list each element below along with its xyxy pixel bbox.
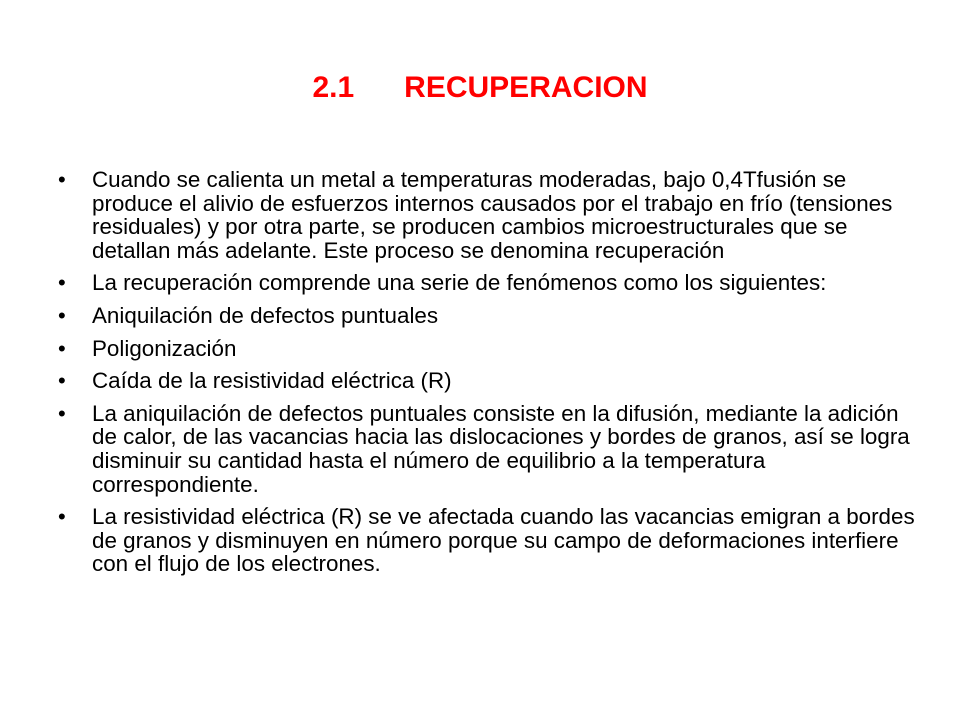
- bullet-marker: •: [58, 335, 66, 361]
- bullet-text: La aniquilación de defectos puntuales consiste en la difusión, mediante la adición de calor, de las vacancias hacia las dislocaciones y bordes de granos, así se logra disminuir su cantidad hasta el número de equilibrio a la temperatura correspondiente.: [92, 400, 910, 497]
- bullet-marker: •: [58, 504, 66, 530]
- bullet-item: [58, 271, 918, 295]
- section-title: RECUPERACION: [404, 71, 648, 104]
- bullet-item: [58, 337, 918, 361]
- bullet-marker: •: [58, 400, 66, 426]
- bullet-list: [58, 168, 918, 585]
- bullet-text: La resistividad eléctrica (R) se ve afectada cuando las vacancias emigran a bordes de granos y disminuyen en número porque su campo de deformaciones interfiere con el flujo de los electrones.: [92, 504, 915, 577]
- bullet-text: Aniquilación de defectos puntuales: [92, 302, 439, 328]
- bullet-marker: •: [58, 302, 66, 328]
- bullet-text: Poligonización: [92, 335, 237, 361]
- bullet-item: [58, 402, 918, 496]
- bullet-item: [58, 168, 918, 262]
- bullet-marker: •: [58, 270, 66, 296]
- bullet-text: La recuperación comprende una serie de fenómenos como los siguientes:: [92, 270, 827, 296]
- bullet-text: Cuando se calienta un metal a temperaturas moderadas, bajo 0,4Tfusión se produce el alivio de esfuerzos internos causados por el trabajo en frío (tensiones residuales) y por otra parte, se producen cambios microestructurales que se detallan más adelante. Este proceso se denomina recuperación: [92, 167, 893, 263]
- bullet-marker: •: [58, 368, 66, 394]
- bullet-item: [58, 304, 918, 328]
- bullet-marker: •: [58, 167, 66, 192]
- slide-title: [0, 68, 960, 108]
- bullet-item: [58, 369, 918, 393]
- section-number: 2.1: [312, 71, 355, 104]
- bullet-text: Caída de la resistividad eléctrica (R): [92, 368, 452, 394]
- bullet-item: [58, 505, 918, 576]
